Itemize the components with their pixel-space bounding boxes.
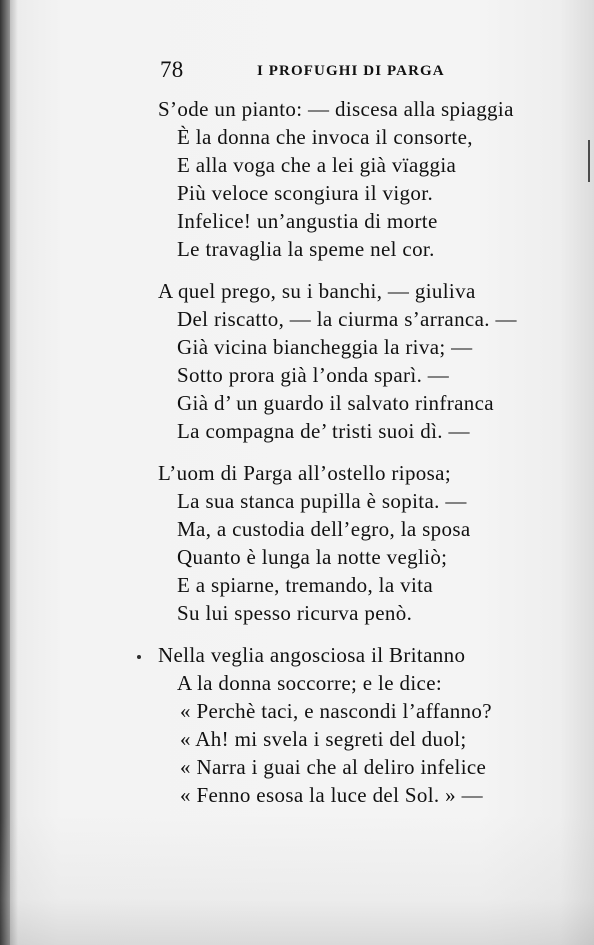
running-title: I PROFUGHI DI PARGA (257, 63, 445, 79)
paper-shadow (0, 815, 594, 945)
poem-line: « Fenno esosa la luce del Sol. » — (180, 783, 483, 807)
poem-line: La compagna de’ tristi suoi dì. — (177, 419, 470, 443)
poem-line: Quanto è lunga la notte vegliò; (177, 545, 448, 569)
poem-line: E alla voga che a lei già vïaggia (177, 153, 457, 177)
poem-line: Sotto prora già l’onda sparì. — (177, 363, 450, 387)
page-spine-shadow (0, 0, 10, 945)
poem-line: Ma, a custodia dell’egro, la sposa (177, 517, 471, 541)
poem-line: S’ode un pianto: — discesa alla spiaggia (158, 97, 514, 121)
poem-line: A quel prego, su i banchi, — giuliva (158, 279, 476, 303)
poem-line: Più veloce scongiura il vigor. (177, 181, 434, 205)
stanza-2 (158, 277, 548, 445)
poem-line: « Ah! mi svela i segreti del duol; (180, 727, 467, 751)
poem-line: « Perchè taci, e nascondi l’affanno? (180, 699, 492, 723)
poem-text (158, 95, 548, 823)
margin-mark (588, 140, 590, 182)
page-number: 78 (160, 57, 184, 82)
poem-line: La sua stanca pupilla è sopita. — (177, 489, 467, 513)
stanza-1 (158, 95, 548, 263)
poem-line: E a spiarne, tremando, la vita (177, 573, 433, 597)
margin-dot (137, 655, 141, 659)
poem-line: Nella veglia angosciosa il Britanno (158, 643, 466, 667)
poem-line: Le travaglia la speme nel cor. (177, 237, 435, 261)
poem-line: Del riscatto, — la ciurma s’arranca. — (177, 307, 517, 331)
stanza-4 (158, 641, 548, 809)
poem-line: È la donna che invoca il consorte, (177, 125, 473, 149)
poem-line: A la donna soccorre; e le dice: (177, 671, 443, 695)
poem-line: Già vicina biancheggia la riva; — (177, 335, 473, 359)
poem-line: Su lui spesso ricurva penò. (177, 601, 413, 625)
poem-line: « Narra i guai che al deliro infelice (180, 755, 487, 779)
poem-line: Già d’ un guardo il salvato rinfranca (177, 391, 494, 415)
stanza-3 (158, 459, 548, 627)
poem-line: Infelice! un’angustia di morte (177, 209, 438, 233)
poem-line: L’uom di Parga all’ostello riposa; (158, 461, 452, 485)
